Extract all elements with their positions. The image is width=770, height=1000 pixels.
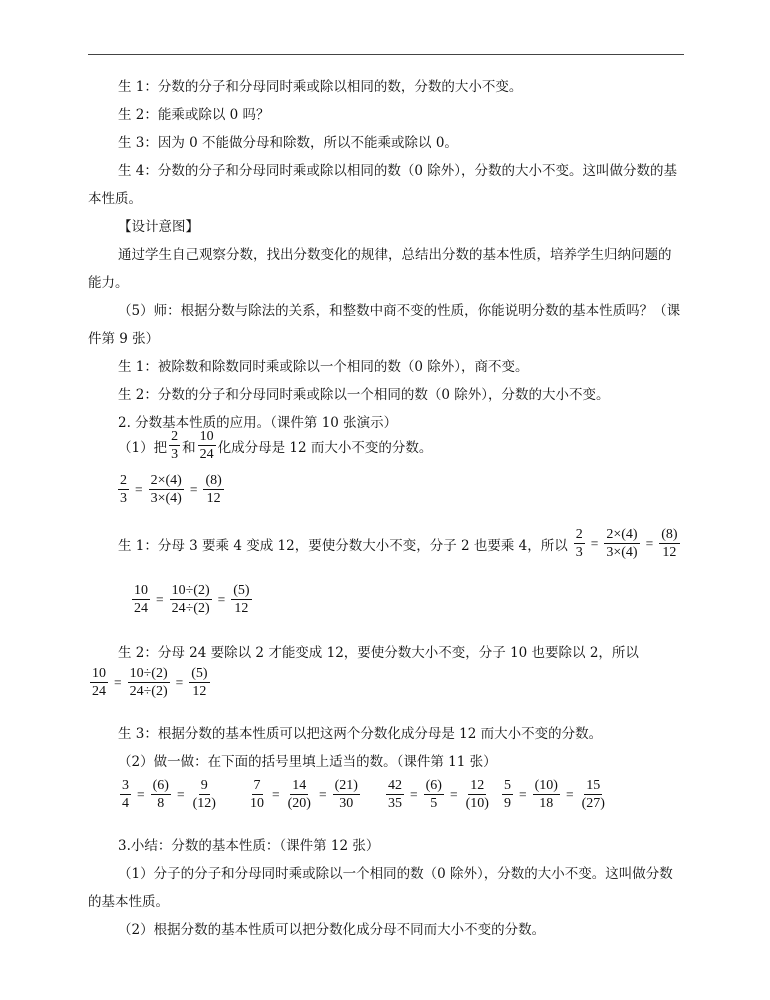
student-1-line: 生 1：分数的分子和分母同时乘或除以相同的数，分数的大小不变。	[118, 79, 523, 95]
fraction-2-3: $\frac{2}{3}$	[171, 429, 179, 463]
answer-3: 生 3：根据分数的基本性质可以把这两个分数化成分母是 12 而大小不变的分数。	[118, 726, 603, 742]
student-3-line: 生 3：因为 0 不能做分母和除数，所以不能乘或除以 0。	[118, 135, 458, 151]
student-4-line-cont: 本性质。	[88, 191, 142, 207]
exercise-2: $\frac{7}{10}$ = $\frac{14}{(20)}$ = $\frac{(21)}{30}$	[250, 778, 358, 812]
teacher-question-cont: 件第 9 张）	[88, 331, 160, 347]
student-4-line: 生 4：分数的分子和分母同时乘或除以相同的数（0 除外），分数的大小不变。这叫做分数的基	[118, 163, 678, 179]
summary-point-1-cont: 的基本性质。	[88, 894, 169, 910]
exercise-3: $\frac{42}{35}$ = $\frac{(6)}{5}$ = $\frac{12}{(10)}$	[388, 778, 489, 812]
equation-multiply: $\frac{2}{3}$ = $\frac{2\times(4)}{3\times(4)}$ = $\frac{(8)}{12}$	[120, 473, 222, 507]
summary-heading: 3.小结：分数的基本性质：（课件第 12 张）	[118, 838, 380, 854]
application-heading: 2. 分数基本性质的应用。（课件第 10 张演示）	[118, 415, 398, 431]
design-intent-heading: 【设计意图】	[118, 219, 199, 235]
summary-point-1: （1）分子的分子和分母同时乘或除以一个相同的数（0 除外），分数的大小不变。这叫做分数	[118, 866, 673, 882]
teacher-question: （5）师：根据分数与除法的关系，和整数中商不变的性质，你能说明分数的基本性质吗？（课	[118, 303, 681, 319]
design-intent-text: 通过学生自己观察分数，找出分数变化的规律，总结出分数的基本性质，培养学生归纳问题的	[118, 247, 672, 263]
student-2-line: 生 2：能乘或除以 0 吗？	[118, 107, 270, 123]
reply-1: 生 1：被除数和除数同时乘或除以一个相同的数（0 除外），商不变。	[118, 359, 529, 375]
summary-point-2: （2）根据分数的基本性质可以把分数化成分母不同而大小不变的分数。	[118, 922, 546, 938]
question-2: （2）做一做：在下面的括号里填上适当的数。（课件第 11 张）	[118, 754, 497, 770]
question-1: （1）把 $\frac{2}{3}$ 和 $\frac{10}{24}$ 化成分母是 12 而大小不变的分数。	[118, 429, 433, 463]
answer-2: 生 2：分母 24 要除以 2 才能变成 12，要使分数大小不变，分子 10 也要除以 2，所以	[118, 645, 639, 661]
equation-divide-2: $\frac{10}{24}$ = $\frac{10\div(2)}{24\div(2)}$ = $\frac{(5)}{12}$	[92, 666, 208, 700]
exercise-4: $\frac{5}{9}$ = $\frac{(10)}{18}$ = $\frac{15}{(27)}$	[504, 778, 605, 812]
equation-divide-1: $\frac{10}{24}$ = $\frac{10\div(2)}{24\div(2)}$ = $\frac{(5)}{12}$	[134, 583, 250, 617]
header-rule	[88, 54, 684, 55]
exercise-1: $\frac{3}{4}$ = $\frac{(6)}{8}$ = $\frac{9}{(12)}$	[122, 778, 216, 812]
answer-1: 生 1：分母 3 要乘 4 变成 12，要使分数大小不变，分子 2 也要乘 4，所以 $\frac{2}{3}$ = $\frac{2\times(4)}{3\times(4)}$ = $\frac{(8)}{12}$	[118, 527, 678, 561]
reply-2: 生 2：分数的分子和分母同时乘或除以一个相同的数（0 除外），分数的大小不变。	[118, 387, 610, 403]
fraction-10-24: $\frac{10}{24}$	[199, 429, 214, 463]
design-intent-text-cont: 能力。	[88, 275, 129, 291]
